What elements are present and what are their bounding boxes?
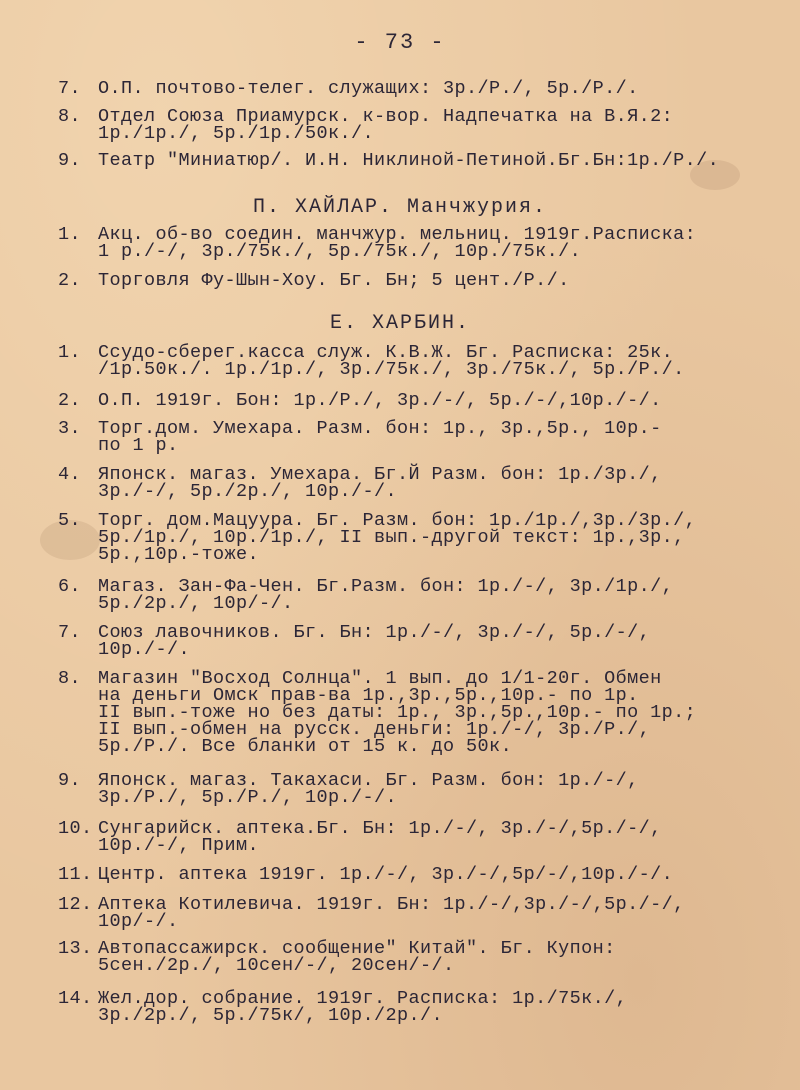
item-text: Автопассажирск. сообщение" Китай". Бг. Купон: <box>98 938 616 959</box>
item-text: Магаз. Зан-Фа-Чен. Бг.Разм. бон: 1р./-/, 3р./1р./, <box>98 576 674 597</box>
item-text: по 1 р. <box>98 435 179 456</box>
item-text: 5р.,10р.-тоже. <box>98 544 260 565</box>
item-number: 8. <box>58 668 82 689</box>
item-number: 13. <box>58 938 93 959</box>
item-number: 1. <box>58 342 82 363</box>
item-text: Союз лавочников. Бг. Бн: 1р./-/, 3р./-/, 5р./-/, <box>98 622 651 643</box>
item-text: Японск. магаз. Умехара. Бг.Й Разм. бон: 1р./3р./, <box>98 464 662 485</box>
item-text: 5р./2р./, 10р/-/. <box>98 593 294 614</box>
item-text: 3р./Р./, 5р./Р./, 10р./-/. <box>98 787 398 808</box>
item-text: /1р.50к./. 1р./1р./, 3р./75к./, 3р./75к./, 5р./Р./. <box>98 359 685 380</box>
item-text: 10р./-/. <box>98 639 191 660</box>
item-text: II вып.-обмен на русск. деньги: 1р./-/, 3р./Р./, <box>98 719 651 740</box>
section-heading: Е. ХАРБИН. <box>329 312 471 335</box>
item-text: Аптека Котилевича. 1919г. Бн: 1р./-/,3р./-/,5р./-/, <box>98 894 685 915</box>
item-text: 5р./1р./, 10р./1р./, II вып.-другой текст: 1р.,3р., <box>98 527 685 548</box>
item-text: Акц. об-во соедин. манчжур. мельниц. 1919г.Расписка: <box>98 224 697 245</box>
item-text: на деньги Омск прав-ва 1р.,3р.,5р.,10р.- по 1р. <box>98 685 639 706</box>
item-number: 14. <box>58 988 93 1009</box>
item-number: 10. <box>58 818 93 839</box>
item-number: 11. <box>58 864 93 885</box>
item-number: 8. <box>58 106 82 127</box>
item-text: Сунгарийск. аптека.Бг. Бн: 1р./-/, 3р./-/,5р./-/, <box>98 818 662 839</box>
item-text: Торговля Фу-Шын-Хоу. Бг. Бн; 5 цент./Р./. <box>98 270 570 291</box>
item-number: 1. <box>58 224 82 245</box>
item-text: 5р./Р./. Все бланки от 15 к. до 50к. <box>98 736 513 757</box>
item-text: Японск. магаз. Такахаси. Бг. Разм. бон: 1р./-/, <box>98 770 639 791</box>
item-number: 5. <box>58 510 82 531</box>
item-number: 7. <box>58 78 82 99</box>
item-text: Отдел Союза Приамурск. к-вор. Надпечатка на В.Я.2: <box>98 106 674 127</box>
item-number: 4. <box>58 464 82 485</box>
item-text: Жел.дор. собрание. 1919г. Расписка: 1р./75к./, <box>98 988 628 1009</box>
item-text: Ссудо-сберег.касса служ. К.В.Ж. Бг. Расписка: 25к. <box>98 342 674 363</box>
item-text: О.П. 1919г. Бон: 1р./Р./, 3р./-/, 5р./-/,10р./-/. <box>98 390 662 411</box>
item-text: О.П. почтово-телег. служащих: 3р./Р./, 5р./Р./. <box>98 78 639 99</box>
item-text: Театр "Миниатюр/. И.Н. Никлиной-Петиной.Бг.Бн:1р./Р./. <box>98 150 720 171</box>
item-text: 3р./2р./, 5р./75к/, 10р./2р./. <box>98 1005 444 1026</box>
item-number: 6. <box>58 576 82 597</box>
section-heading: П. ХАЙЛАР. Манчжурия. <box>252 196 548 219</box>
item-text: 10р/-/. <box>98 911 179 932</box>
item-number: 12. <box>58 894 93 915</box>
item-number: 3. <box>58 418 82 439</box>
item-text: 10р./-/, Прим. <box>98 835 260 856</box>
item-text: 5сен./2р./, 10сен/-/, 20сен/-/. <box>98 955 455 976</box>
item-text: Магазин "Восход Солнца". 1 вып. до 1/1-20г. Обмен <box>98 668 662 689</box>
item-number: 2. <box>58 270 82 291</box>
page-number: - 73 - <box>354 30 446 55</box>
item-text: Торг.дом. Умехара. Разм. бон: 1р., 3р.,5р., 10р.- <box>98 418 662 439</box>
item-number: 9. <box>58 770 82 791</box>
item-text: 3р./-/, 5р./2р./, 10р./-/. <box>98 481 398 502</box>
item-number: 9. <box>58 150 82 171</box>
item-text: II вып.-тоже но без даты: 1р., 3р.,5р.,10р.- по 1р.; <box>98 702 697 723</box>
item-number: 7. <box>58 622 82 643</box>
item-text: Торг. дом.Мацуура. Бг. Разм. бон: 1р./1р./,3р./3р./, <box>98 510 697 531</box>
item-text: 1р./1р./, 5р./1р./50к./. <box>98 123 375 144</box>
item-text: 1 р./-/, 3р./75к./, 5р./75к./, 10р./75к./. <box>98 241 582 262</box>
item-number: 2. <box>58 390 82 411</box>
item-text: Центр. аптека 1919г. 1р./-/, 3р./-/,5р/-/,10р./-/. <box>98 864 674 885</box>
